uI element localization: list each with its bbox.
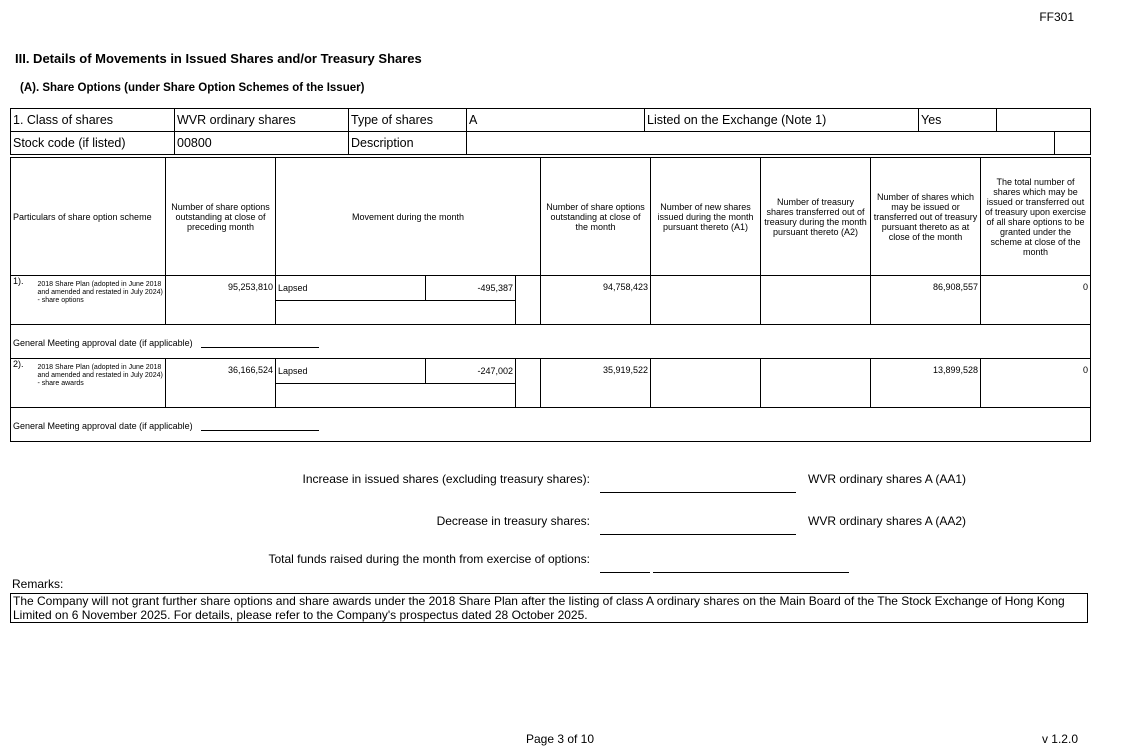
gm-approval-date-field[interactable] bbox=[201, 418, 319, 431]
gm-approval-row bbox=[11, 408, 1091, 442]
stock-code-label: Stock code (if listed) bbox=[11, 132, 175, 155]
sub-title: (A). Share Options (under Share Option Schemes of the Issuer) bbox=[20, 82, 365, 94]
row-scheme-name: 2018 Share Plan (adopted in June 2018 and amended and restated in July 2024) - share awards bbox=[36, 359, 166, 408]
section-title: III. Details of Movements in Issued Shares and/or Treasury Shares bbox=[15, 51, 422, 66]
type-of-shares-label: Type of shares bbox=[349, 109, 467, 132]
row-index: 1). bbox=[11, 276, 36, 325]
increase-label: Increase in issued shares (excluding treasury shares): bbox=[302, 472, 590, 486]
row-outstanding-prev: 95,253,810 bbox=[166, 276, 276, 325]
listed-blank bbox=[997, 109, 1091, 132]
description-label: Description bbox=[349, 132, 467, 155]
col-particulars: Particulars of share option scheme bbox=[11, 158, 166, 276]
remarks-text: The Company will not grant further share options and share awards under the 2018 Share Plan after the listing of class A ordinary shares on the Main Board of the The Stock Exchange of Hong Kong Limited on 6 November 2025. For details, please refer to the Company's prospectus dated 28 October 2025. bbox=[10, 593, 1088, 623]
row-movement-type: Lapsed bbox=[276, 276, 426, 301]
row-movement-value: -247,002 bbox=[426, 359, 516, 384]
gm-approval-label: General Meeting approval date (if applicable) bbox=[13, 338, 193, 348]
col-outstanding-close: Number of share options outstanding at close of the month bbox=[541, 158, 651, 276]
row-movement-type: Lapsed bbox=[276, 359, 426, 384]
increase-field[interactable] bbox=[600, 474, 796, 493]
decrease-unit: WVR ordinary shares A (AA2) bbox=[808, 514, 967, 528]
funds-amount-field[interactable] bbox=[653, 554, 849, 573]
decrease-field[interactable] bbox=[600, 516, 796, 535]
description-extra bbox=[1055, 132, 1091, 155]
listed-label: Listed on the Exchange (Note 1) bbox=[645, 109, 919, 132]
type-of-shares-value: A bbox=[467, 109, 645, 132]
table-row bbox=[11, 359, 1091, 384]
class-of-shares-label: 1. Class of shares bbox=[11, 109, 175, 132]
funds-currency-field[interactable] bbox=[600, 554, 650, 573]
page-number: Page 3 of 10 bbox=[525, 732, 595, 746]
version: v 1.2.0 bbox=[1041, 732, 1078, 746]
funds-label: Total funds raised during the month from exercise of options: bbox=[268, 552, 590, 566]
decrease-label: Decrease in treasury shares: bbox=[436, 514, 590, 528]
share-options-table bbox=[10, 157, 1091, 442]
class-of-shares-value: WVR ordinary shares bbox=[175, 109, 349, 132]
row-total-may-be-issued: 0 bbox=[981, 359, 1091, 408]
gm-approval-label: General Meeting approval date (if applicable) bbox=[13, 421, 193, 431]
col-may-be-issued: Number of shares which may be issued or transferred out of treasury pursuant thereto as at close of the month bbox=[871, 158, 981, 276]
row-index: 2). bbox=[11, 359, 36, 408]
gm-approval-date-field[interactable] bbox=[201, 335, 319, 348]
table-row bbox=[11, 276, 1091, 301]
listed-value: Yes bbox=[919, 109, 997, 132]
row-treasury-transferred bbox=[761, 359, 871, 408]
remarks-label: Remarks: bbox=[12, 577, 64, 591]
col-total-may-be-issued: The total number of shares which may be issued or transferred out of treasury upon exercise of all share options to be granted under the scheme at close of the month bbox=[981, 158, 1091, 276]
form-code: FF301 bbox=[1039, 10, 1074, 24]
description-value bbox=[467, 132, 1055, 155]
row-may-be-issued: 86,908,557 bbox=[871, 276, 981, 325]
row-outstanding-close: 94,758,423 bbox=[541, 276, 651, 325]
row-outstanding-close: 35,919,522 bbox=[541, 359, 651, 408]
col-treasury-transferred: Number of treasury shares transferred out of treasury during the month pursuant thereto (A2) bbox=[761, 158, 871, 276]
share-class-header-table bbox=[10, 108, 1091, 155]
col-new-shares: Number of new shares issued during the month pursuant thereto (A1) bbox=[651, 158, 761, 276]
row-new-shares bbox=[651, 276, 761, 325]
row-treasury-transferred bbox=[761, 276, 871, 325]
row-scheme-name: 2018 Share Plan (adopted in June 2018 and amended and restated in July 2024) - share options bbox=[36, 276, 166, 325]
row-movement-value: -495,387 bbox=[426, 276, 516, 301]
row-outstanding-prev: 36,166,524 bbox=[166, 359, 276, 408]
row-new-shares bbox=[651, 359, 761, 408]
row-may-be-issued: 13,899,528 bbox=[871, 359, 981, 408]
col-movement: Movement during the month bbox=[276, 158, 541, 276]
row-total-may-be-issued: 0 bbox=[981, 276, 1091, 325]
gm-approval-row bbox=[11, 325, 1091, 359]
stock-code-value: 00800 bbox=[175, 132, 349, 155]
col-outstanding-prev: Number of share options outstanding at close of preceding month bbox=[166, 158, 276, 276]
increase-unit: WVR ordinary shares A (AA1) bbox=[808, 472, 967, 486]
